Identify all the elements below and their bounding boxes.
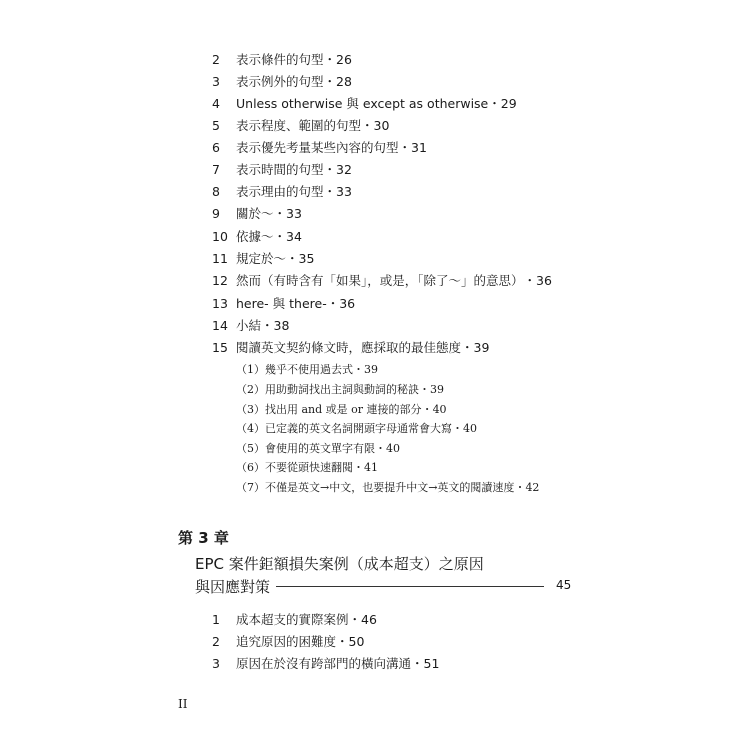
entry-page: 26	[336, 52, 352, 67]
entry-separator: ・	[323, 184, 337, 199]
entry-number: 8	[212, 184, 220, 199]
subentry-title: （1）幾乎不使用過去式	[236, 363, 353, 376]
entry-page: 46	[361, 612, 377, 627]
entry-title: 表示程度、範圍的句型	[236, 118, 362, 133]
leader-line	[276, 586, 544, 587]
subentry-page: 39	[364, 363, 378, 376]
toc-entry	[212, 184, 352, 200]
entry-separator: ・	[323, 74, 337, 89]
toc-entry	[212, 96, 517, 112]
subentry-title: （6）不要從頭快速翻閱	[236, 461, 353, 474]
entry-number: 2	[212, 52, 220, 67]
entry-number: 3	[212, 656, 220, 671]
entry-title: 表示例外的句型	[236, 74, 324, 89]
entry-number: 11	[212, 251, 228, 266]
toc-subentry	[236, 422, 477, 436]
toc-entry	[212, 52, 352, 68]
toc-entry	[212, 656, 439, 672]
toc-entry	[212, 206, 302, 222]
subentry-page: 42	[525, 481, 540, 494]
toc-entry	[212, 251, 314, 267]
entry-separator: ・	[375, 442, 386, 455]
subentry-page: 39	[430, 383, 444, 396]
entry-title: 表示理由的句型	[236, 184, 324, 199]
entry-title: 然而（有時含有「如果」，或是，「除了～」的意思）	[236, 273, 524, 288]
chapter-title-line1: EPC 案件鉅額損失案例（成本超支）之原因	[195, 555, 484, 573]
entry-title: 依據～	[236, 229, 274, 244]
toc-entry	[212, 162, 352, 178]
toc-entry	[212, 634, 364, 650]
entry-page: 50	[348, 634, 365, 649]
subentry-page: 40	[386, 442, 400, 455]
entry-separator: ・	[273, 229, 287, 244]
toc-entry	[212, 340, 489, 356]
entry-page: 34	[286, 229, 302, 244]
entry-title: 閱讀英文契約條文時，應採取的最佳態度	[236, 340, 462, 355]
entry-title: 表示優先考量某些內容的句型	[236, 140, 399, 155]
entry-separator: ・	[348, 612, 362, 627]
entry-separator: ・	[461, 340, 474, 355]
entry-page: 29	[500, 96, 517, 111]
toc-subentry	[236, 383, 444, 397]
entry-separator: ・	[273, 206, 287, 221]
entry-separator: ・	[488, 96, 501, 111]
entry-page: 32	[336, 162, 352, 177]
toc-entry	[212, 74, 352, 90]
entry-number: 14	[212, 318, 228, 333]
entry-separator: ・	[523, 273, 537, 288]
entry-number: 5	[212, 118, 220, 133]
toc-subentry	[236, 363, 378, 377]
entry-separator: ・	[452, 422, 463, 435]
entry-number: 9	[212, 206, 220, 221]
entry-page: 31	[411, 140, 427, 155]
subentry-title: （5）會使用的英文單字有限	[236, 442, 375, 455]
entry-number: 3	[212, 74, 220, 89]
entry-title: 關於～	[236, 206, 274, 221]
entry-separator: ・	[398, 140, 412, 155]
subentry-title: （7）不僅是英文→中文，也要提升中文→英文的閱讀速度	[236, 481, 515, 494]
entry-page: 36	[536, 273, 552, 288]
entry-separator: ・	[353, 461, 364, 474]
entry-page: 33	[336, 184, 352, 199]
entry-page: 39	[473, 340, 490, 355]
entry-number: 15	[212, 340, 228, 355]
entry-title: 原因在於沒有跨部門的橫向溝通	[236, 656, 412, 671]
entry-separator: ・	[326, 296, 340, 311]
subentry-page: 41	[364, 461, 378, 474]
entry-separator: ・	[323, 162, 337, 177]
toc-entry	[212, 273, 552, 289]
entry-separator: ・	[361, 118, 374, 133]
entry-title: 規定於～	[236, 251, 287, 266]
toc-entry	[212, 296, 355, 312]
entry-separator: ・	[421, 403, 433, 416]
chapter-page-number: 45	[556, 578, 572, 592]
toc-subentry	[236, 461, 378, 475]
entry-number: 7	[212, 162, 220, 177]
subentry-title: （2）用助動詞找出主詞與動詞的秘訣	[236, 383, 419, 396]
entry-title: 表示條件的句型	[236, 52, 324, 67]
chapter-title-line2-text: 與因應對策	[195, 578, 271, 596]
toc-entry	[212, 612, 377, 628]
entry-separator: ・	[419, 383, 430, 396]
entry-page: 38	[273, 318, 290, 333]
entry-number: 4	[212, 96, 220, 111]
entry-separator: ・	[514, 481, 526, 494]
entry-number: 1	[212, 612, 220, 627]
entry-title: 小結	[236, 318, 262, 333]
entry-title: 追究原因的困難度	[236, 634, 337, 649]
entry-page: 28	[336, 74, 352, 89]
entry-separator: ・	[411, 656, 424, 671]
entry-title: 成本超支的實際案例	[236, 612, 349, 627]
entry-number: 2	[212, 634, 220, 649]
subentry-page: 40	[463, 422, 477, 435]
toc-entry	[212, 140, 427, 156]
entry-number: 6	[212, 140, 220, 155]
entry-separator: ・	[353, 363, 364, 376]
toc-subentry	[236, 442, 400, 456]
entry-separator: ・	[286, 251, 299, 266]
chapter-label: 第 3 章	[178, 529, 229, 547]
toc-subentry	[236, 403, 447, 417]
entry-page: 36	[339, 296, 356, 311]
entry-title: Unless otherwise 與 except as otherwise	[236, 96, 489, 111]
subentry-page: 40	[432, 403, 447, 416]
entry-number: 12	[212, 273, 228, 288]
entry-page: 51	[423, 656, 440, 671]
entry-number: 10	[212, 229, 228, 244]
subentry-title: （4）已定義的英文名詞開頭字母通常會大寫	[236, 422, 452, 435]
entry-number: 13	[212, 296, 228, 311]
chapter-title-line2	[195, 576, 544, 597]
entry-title: here- 與 there-	[236, 296, 327, 311]
toc-entry	[212, 118, 389, 134]
entry-page: 35	[298, 251, 315, 266]
toc-subentry	[236, 481, 539, 495]
toc-entry	[212, 229, 302, 245]
entry-separator: ・	[323, 52, 337, 67]
toc-entry	[212, 318, 289, 334]
entry-separator: ・	[336, 634, 349, 649]
entry-page: 30	[373, 118, 390, 133]
subentry-title: （3）找出用 and 或是 or 連接的部分	[236, 403, 422, 416]
entry-title: 表示時間的句型	[236, 162, 324, 177]
entry-page: 33	[286, 206, 302, 221]
page-folio: II	[178, 697, 188, 711]
entry-separator: ・	[261, 318, 274, 333]
